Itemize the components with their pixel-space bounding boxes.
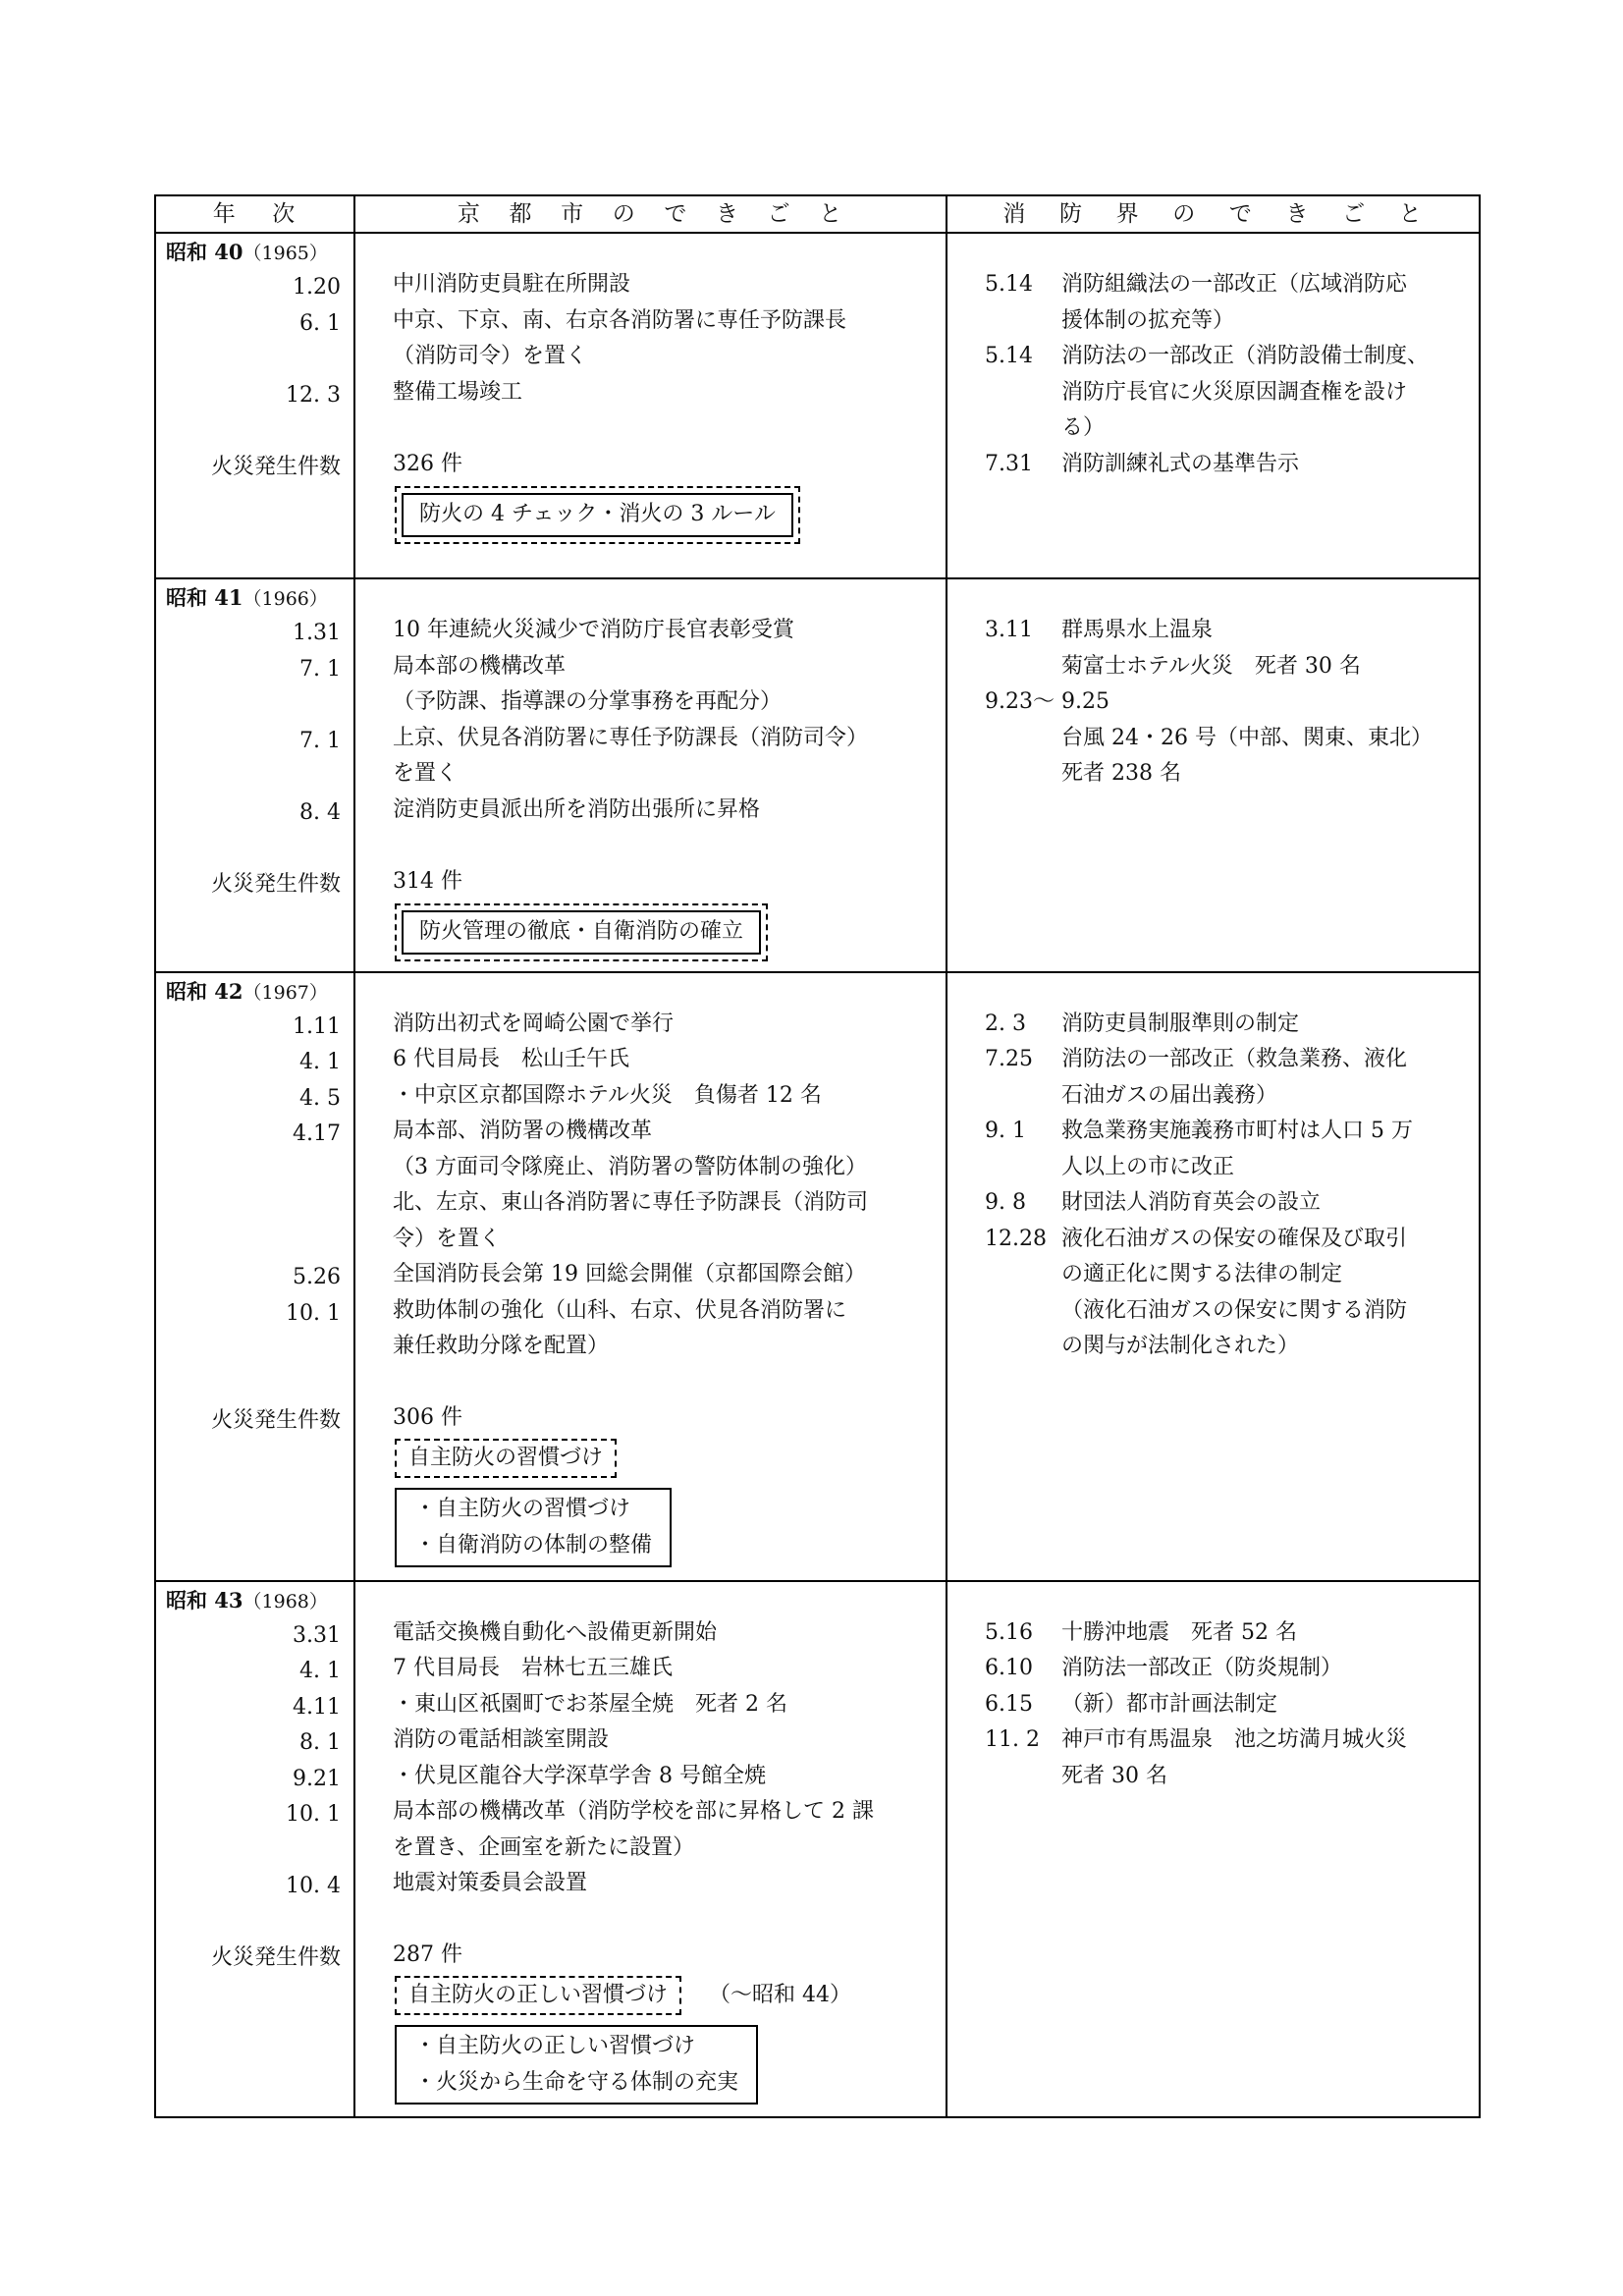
event-date: 9. 8 — [985, 1190, 1026, 1215]
event-date — [985, 649, 1061, 685]
event-date — [985, 410, 1061, 447]
event-text: 消防法の一部改正（救急業務、液化 — [1061, 1047, 1408, 1071]
national-event-line — [985, 1722, 1471, 1759]
era-name: 昭和 40 — [166, 240, 243, 264]
fire-count: 306 件 — [393, 1405, 462, 1430]
event-date: 4. 5 — [299, 1085, 341, 1111]
event-date: 7. 1 — [299, 656, 341, 682]
fire-count: 287 件 — [393, 1942, 462, 1967]
national-event-line — [985, 303, 1471, 340]
event-date: 10. 1 — [286, 1300, 341, 1326]
event-date: 7.31 — [985, 451, 1033, 476]
event-text: （予防課、指導課の分掌事務を再配分） — [393, 689, 783, 714]
slogan-period-note: （〜昭和 44） — [709, 1982, 852, 2007]
event-text: 消防訓練礼式の基準告示 — [1061, 451, 1300, 476]
event-date: 4. 1 — [299, 1050, 341, 1074]
event-text: （新）都市計画法制定 — [1061, 1691, 1278, 1717]
kyoto-events-cell — [354, 233, 947, 578]
event-text: 消防法一部改正（防炎規制） — [1061, 1656, 1343, 1680]
event-date — [985, 1150, 1061, 1186]
chronology-table — [154, 194, 1481, 2118]
era-year: （1966） — [243, 588, 328, 610]
event-date: 5.14 — [985, 344, 1033, 368]
event-text: 死者 238 名 — [1061, 761, 1181, 786]
event-date — [985, 721, 1061, 757]
event-text: 消防組織法の一部改正（広域消防応 — [1061, 272, 1408, 297]
event-date: 12.28 — [985, 1226, 1047, 1251]
era-name: 昭和 41 — [166, 585, 243, 610]
event-text: 電話交換機自動化へ設備更新開始 — [393, 1619, 718, 1645]
national-event-line — [985, 1687, 1471, 1723]
kyoto-events-cell — [354, 1581, 947, 2117]
national-events-cell — [947, 578, 1480, 972]
event-date: 4.11 — [293, 1694, 341, 1720]
event-text: 北、左京、東山各消防署に専任予防課長（消防司 — [393, 1190, 869, 1215]
event-date: 10. 4 — [286, 1874, 341, 1898]
annual-slogan: 防火管理の徹底・自衛消防の確立 — [402, 910, 761, 955]
event-text: 10 年連続火災減少で消防庁長官表彰受賞 — [393, 618, 794, 642]
fire-count: 326 件 — [393, 451, 462, 476]
event-text: 7 代目局長 岩林七五三雄氏 — [393, 1656, 673, 1680]
national-events-cell — [947, 1581, 1480, 2117]
event-text: （3 方面司令隊廃止、消防署の警防体制の強化） — [393, 1154, 867, 1179]
event-text: 全国消防長会第 19 回総会開催（京都国際会館） — [393, 1262, 866, 1286]
event-text: 救助体制の強化（山科、右京、伏見各消防署に — [393, 1297, 847, 1323]
slogan-frame — [395, 903, 768, 961]
event-text: ・東山区祇園町でお茶屋全焼 死者 2 名 — [393, 1691, 787, 1717]
era-label — [156, 1582, 353, 1618]
national-event-line — [985, 613, 1471, 649]
event-text: 中川消防吏員駐在所開設 — [393, 272, 631, 297]
national-event-line — [985, 410, 1471, 447]
event-text: 令）を置く — [393, 1226, 502, 1251]
slogan-point: ・火災から生命を守る体制の充実 — [414, 2069, 739, 2095]
event-date: 5.14 — [985, 272, 1033, 297]
event-text: 神戸市有馬温泉 池之坊満月城火災 — [1061, 1727, 1408, 1752]
slogan-points-box — [395, 2025, 758, 2105]
event-text: 援体制の拡充等） — [1061, 307, 1235, 333]
event-date — [985, 1329, 1061, 1365]
event-text: 群馬県水上温泉 — [1061, 618, 1214, 642]
event-date: 3.11 — [985, 618, 1033, 642]
national-event-line — [985, 1222, 1471, 1258]
national-event-line — [985, 1185, 1471, 1222]
event-date: 5.16 — [985, 1619, 1033, 1645]
table-header — [155, 195, 1480, 233]
event-date: 6.10 — [985, 1656, 1033, 1680]
year-row — [155, 233, 1480, 578]
era-label — [156, 579, 353, 616]
event-text: の関与が法制化された） — [1061, 1334, 1300, 1358]
header-year: 年 次 — [155, 195, 354, 233]
event-date: 4. 1 — [299, 1659, 341, 1683]
event-date — [985, 1257, 1061, 1293]
header-national: 消 防 界 の で き ご と — [947, 195, 1480, 233]
national-event-line — [985, 1257, 1471, 1293]
annual-slogan: 自主防火の正しい習慣づけ — [395, 1976, 681, 2016]
national-event-line — [985, 1759, 1471, 1795]
event-date — [985, 303, 1061, 340]
event-date: 3.31 — [293, 1622, 341, 1648]
national-event-line — [985, 1150, 1471, 1186]
event-date — [985, 756, 1061, 793]
event-text: 台風 24・26 号（中部、関東、東北） — [1061, 725, 1433, 750]
national-event-line — [985, 267, 1471, 303]
kyoto-events-cell — [354, 578, 947, 972]
event-text: 十勝沖地震 死者 52 名 — [1061, 1619, 1297, 1645]
fire-count-label: 火災発生件数 — [210, 1945, 341, 1970]
event-date: 7. 1 — [299, 728, 341, 753]
national-event-line — [985, 1651, 1471, 1687]
event-date: 4.17 — [293, 1121, 341, 1146]
year-cell — [155, 1581, 354, 2117]
event-date: 1.11 — [293, 1013, 341, 1039]
event-date: 8. 4 — [299, 799, 341, 825]
event-text: 救急業務実施義務市町村は人口 5 万 — [1061, 1119, 1413, 1143]
event-text: 6 代目局長 松山壬午氏 — [393, 1047, 629, 1071]
slogan-point: ・自衛消防の体制の整備 — [414, 1532, 653, 1558]
event-date: 6.15 — [985, 1691, 1033, 1717]
event-text: 淀消防吏員派出所を消防出張所に昇格 — [393, 796, 761, 822]
event-text: を置く — [393, 761, 459, 786]
event-text: 消防吏員制服準則の制定 — [1061, 1011, 1300, 1036]
national-event-line — [985, 1078, 1471, 1115]
event-date: 1.31 — [293, 621, 341, 645]
event-text: 地震対策委員会設置 — [393, 1871, 588, 1895]
era-year: （1968） — [243, 1590, 328, 1613]
year-row — [155, 578, 1480, 972]
slogan-points-box — [395, 1488, 672, 1567]
era-label — [156, 973, 353, 1010]
slogan-point: ・自主防火の習慣づけ — [414, 1497, 631, 1521]
annual-slogan: 防火の 4 チェック・消火の 3 ルール — [402, 493, 793, 537]
event-text: ・中京区京都国際ホテル火災 負傷者 12 名 — [393, 1082, 822, 1108]
event-text: 整備工場竣工 — [393, 379, 523, 405]
event-date: 2. 3 — [985, 1011, 1026, 1036]
event-date — [985, 375, 1061, 411]
event-date — [985, 1759, 1061, 1795]
national-event-line — [985, 1329, 1471, 1365]
event-text: 人以上の市に改正 — [1061, 1154, 1235, 1179]
era-year: （1967） — [243, 981, 328, 1004]
era-label — [156, 234, 353, 270]
national-event-line — [985, 375, 1471, 411]
event-text: （液化石油ガスの保安に関する消防 — [1061, 1297, 1408, 1323]
national-events-cell — [947, 233, 1480, 578]
national-event-line — [985, 684, 1471, 721]
era-year: （1965） — [243, 243, 328, 264]
event-date: 10. 1 — [286, 1802, 341, 1827]
national-event-line — [985, 447, 1471, 483]
event-text: 局本部の機構改革（消防学校を部に昇格して 2 課 — [393, 1799, 874, 1824]
event-text: 菊富士ホテル火災 死者 30 名 — [1061, 653, 1361, 679]
event-date: 8. 1 — [299, 1730, 341, 1755]
year-cell — [155, 233, 354, 578]
event-date: 12. 3 — [286, 382, 341, 408]
event-date — [985, 1078, 1061, 1115]
event-text: ・伏見区龍谷大学深草学舎 8 号館全焼 — [393, 1763, 766, 1788]
kyoto-events-cell — [354, 972, 947, 1581]
national-events-cell — [947, 972, 1480, 1581]
slogan-point: ・自主防火の正しい習慣づけ — [414, 2034, 696, 2058]
header-kyoto: 京 都 市 の で き ご と — [354, 195, 947, 233]
national-event-line — [985, 1293, 1471, 1330]
event-date — [985, 1293, 1061, 1330]
event-text: 財団法人消防育英会の設立 — [1061, 1190, 1322, 1215]
national-event-line — [985, 1114, 1471, 1150]
national-event-line — [985, 1007, 1471, 1043]
event-date: 1.20 — [293, 275, 341, 300]
national-event-line — [985, 721, 1471, 757]
event-text: 石油ガスの届出義務） — [1061, 1082, 1278, 1108]
era-name: 昭和 43 — [166, 1587, 243, 1613]
slogan-frame — [395, 486, 800, 544]
event-text: の適正化に関する法律の制定 — [1061, 1262, 1343, 1286]
event-date: 5.26 — [293, 1265, 341, 1289]
event-date: 9.21 — [293, 1766, 341, 1791]
year-row — [155, 972, 1480, 1581]
era-name: 昭和 42 — [166, 978, 243, 1004]
event-date: 7.25 — [985, 1047, 1033, 1071]
fire-count-label: 火災発生件数 — [210, 454, 341, 479]
event-date: 9.23〜 9.25 — [985, 689, 1109, 714]
event-text: 上京、伏見各消防署に専任予防課長（消防司令） — [393, 725, 869, 750]
event-text: 消防法の一部改正（消防設備士制度、 — [1061, 344, 1430, 368]
event-text: 消防庁長官に火災原因調査権を設け — [1061, 379, 1408, 405]
national-event-line — [985, 1042, 1471, 1078]
national-event-line — [985, 756, 1471, 793]
event-text: を置き、企画室を新たに設置） — [393, 1834, 695, 1860]
national-event-line — [985, 649, 1471, 685]
event-text: 消防の電話相談室開設 — [393, 1727, 610, 1752]
event-text: 死者 30 名 — [1061, 1763, 1167, 1788]
national-event-line — [985, 339, 1471, 375]
annual-slogan: 自主防火の習慣づけ — [395, 1439, 617, 1479]
fire-count-label: 火災発生件数 — [210, 871, 341, 897]
event-text: 液化石油ガスの保安の確保及び取引 — [1061, 1226, 1408, 1251]
event-text: る） — [1061, 415, 1106, 440]
event-text: 消防出初式を岡崎公園で挙行 — [393, 1011, 675, 1036]
year-row — [155, 1581, 1480, 2117]
fire-count: 314 件 — [393, 868, 462, 894]
year-cell — [155, 972, 354, 1581]
year-cell — [155, 578, 354, 972]
event-text: 局本部、消防署の機構改革 — [393, 1119, 653, 1143]
event-date: 9. 1 — [985, 1119, 1026, 1143]
event-date: 6. 1 — [299, 310, 341, 336]
event-text: 兼任救助分隊を配置） — [393, 1334, 610, 1358]
event-text: 中京、下京、南、右京各消防署に専任予防課長 — [393, 307, 847, 333]
national-event-line — [985, 1615, 1471, 1652]
event-text: （消防司令）を置く — [393, 344, 588, 368]
event-date: 11. 2 — [985, 1727, 1040, 1752]
fire-count-label: 火災発生件数 — [210, 1408, 341, 1433]
event-text: 局本部の機構改革 — [393, 653, 567, 679]
